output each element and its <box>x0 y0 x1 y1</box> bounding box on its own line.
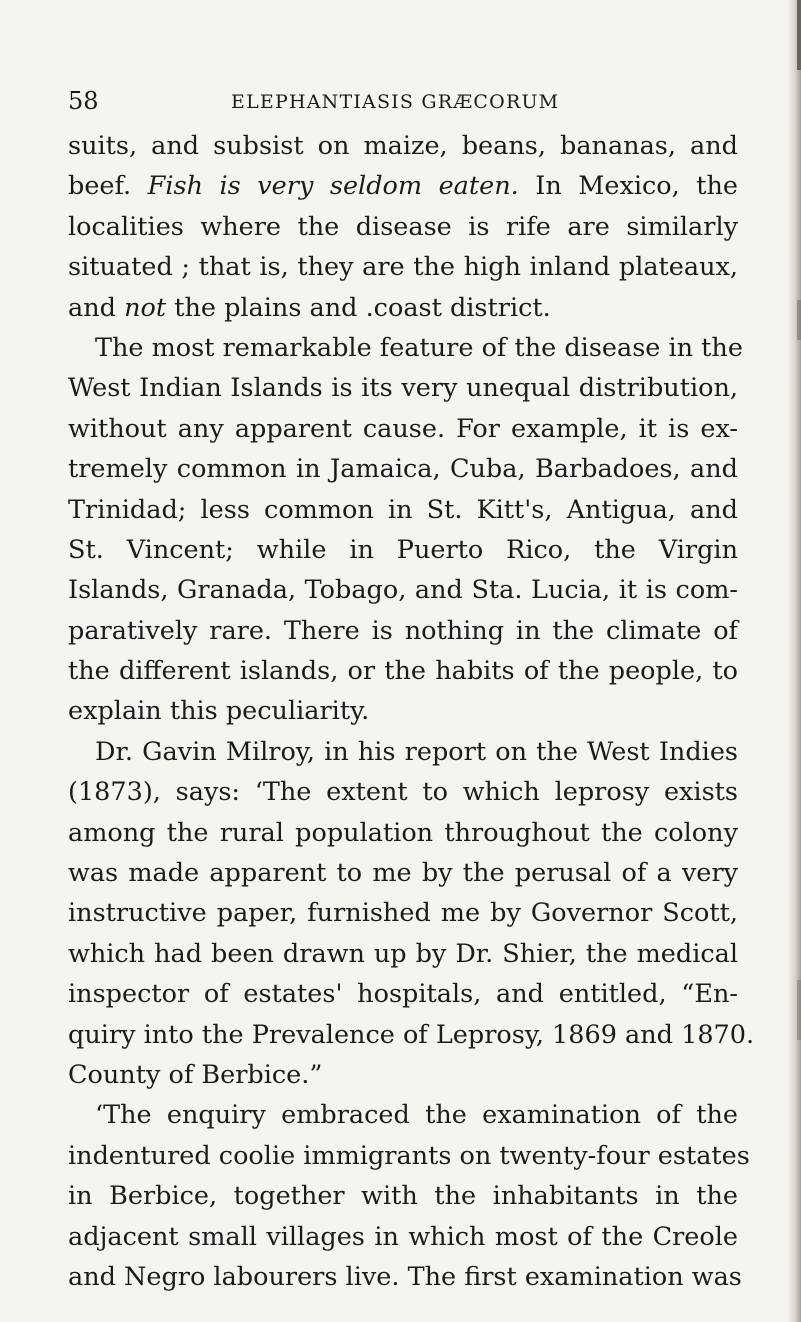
text-line: without any apparent cause. For example, it is ex- <box>68 413 738 444</box>
text-line: paratively rare. There is nothing in the climate of <box>68 615 738 646</box>
text-line: inspector of estates' hospitals, and entitled, “En- <box>68 979 738 1010</box>
text-line: The most remarkable feature of the disease in the <box>95 332 743 363</box>
text-line: St. Vincent; while in Puerto Rico, the Virgin <box>68 534 738 565</box>
page-edge-mark <box>797 300 801 340</box>
text-line: the different islands, or the habits of the people, to <box>68 656 738 687</box>
text-line: instructive paper, furnished me by Governor Scott, <box>68 898 738 929</box>
text-line: explain this peculiarity. <box>68 696 370 727</box>
text-line: situated ; that is, they are the high inland plateaux, <box>68 252 738 283</box>
text-line: (1873), says: ‘The extent to which leprosy exists <box>68 777 738 808</box>
page-number: 58 <box>68 87 99 115</box>
text-line: County of Berbice.” <box>68 1059 323 1090</box>
text-line: suits, and subsist on maize, beans, bananas, and <box>68 131 738 161</box>
body-text <box>68 126 755 1297</box>
text-line: and Negro labourers live. The first examination was <box>68 1261 742 1292</box>
running-head <box>68 86 738 120</box>
page-edge-shadow <box>787 0 801 1322</box>
text-line: indentured coolie immigrants on twenty-four estates <box>68 1140 750 1171</box>
text-line: ‘The enquiry embraced the examination of the <box>95 1100 738 1131</box>
text-line: was made apparent to me by the perusal of a very <box>68 858 738 889</box>
text-line: beef. Fish is very seldom eaten. In Mexico, the <box>68 171 738 202</box>
italic-word: not <box>124 292 167 323</box>
text-line: Dr. Gavin Milroy, in his report on the West Indies <box>95 736 738 767</box>
text-line: Islands, Granada, Tobago, and Sta. Lucia, it is com- <box>68 575 738 606</box>
page-edge-mark <box>797 980 801 1040</box>
italic-phrase: Fish is very seldom eaten. <box>147 171 519 202</box>
text-line: among the rural population throughout the colony <box>68 817 738 848</box>
text-line: which had been drawn up by Dr. Shier, the medical <box>68 938 738 969</box>
text-line: West Indian Islands is its very unequal distribution, <box>68 373 738 404</box>
text-line: localities where the disease is rife are similarly <box>68 211 738 242</box>
text-line: adjacent small villages in which most of the Creole <box>68 1221 738 1252</box>
text-line: tremely common in Jamaica, Cuba, Barbadoes, and <box>68 454 738 485</box>
text-line: and not the plains and .coast district. <box>68 292 551 323</box>
text-line: in Berbice, together with the inhabitants in the <box>68 1181 738 1212</box>
text-line: Trinidad; less common in St. Kitt's, Antigua, and <box>68 494 738 525</box>
running-title: ELEPHANTIASIS GRÆCORUM <box>231 91 560 113</box>
text-line: quiry into the Prevalence of Leprosy, 1869 and 1870. <box>68 1019 755 1050</box>
page-edge-mark <box>797 0 801 70</box>
